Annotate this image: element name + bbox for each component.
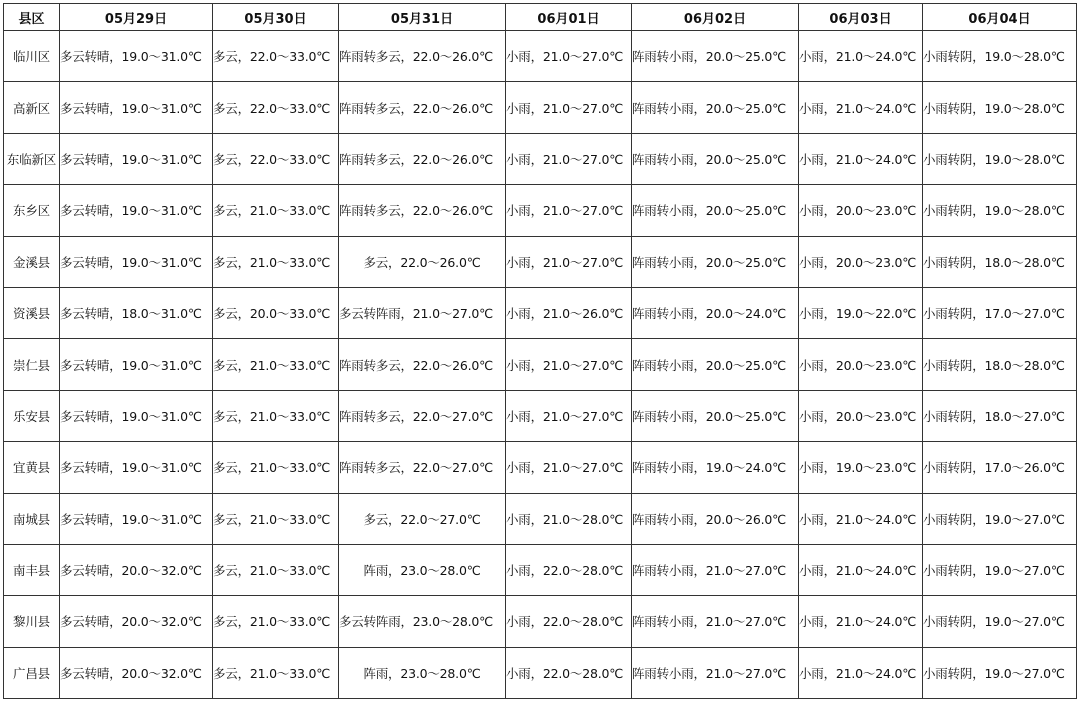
- forecast-cell: 多云，21.0～33.0℃: [213, 647, 339, 698]
- forecast-cell: 小雨，19.0～23.0℃: [799, 442, 923, 493]
- forecast-cell: 小雨，21.0～27.0℃: [506, 185, 632, 236]
- forecast-cell: 多云，21.0～33.0℃: [213, 596, 339, 647]
- forecast-cell: 阵雨转多云，22.0～26.0℃: [339, 185, 506, 236]
- forecast-table: [3, 3, 1077, 699]
- table-row: [4, 236, 1077, 287]
- forecast-cell: 多云转晴，20.0～32.0℃: [60, 544, 213, 595]
- forecast-cell: 阵雨转小雨，21.0～27.0℃: [632, 647, 799, 698]
- forecast-cell: 小雨，21.0～27.0℃: [506, 236, 632, 287]
- forecast-cell: 小雨，21.0～24.0℃: [799, 647, 923, 698]
- forecast-cell: 阵雨转小雨，20.0～25.0℃: [632, 236, 799, 287]
- forecast-cell: 多云转晴，19.0～31.0℃: [60, 339, 213, 390]
- forecast-cell: 小雨，21.0～24.0℃: [799, 544, 923, 595]
- forecast-cell: 阵雨转小雨，20.0～25.0℃: [632, 133, 799, 184]
- forecast-cell: 小雨，21.0～27.0℃: [506, 390, 632, 441]
- forecast-cell: 多云，21.0～33.0℃: [213, 236, 339, 287]
- county-cell: 临川区: [4, 31, 60, 82]
- county-cell: 崇仁县: [4, 339, 60, 390]
- forecast-cell: 小雨，21.0～26.0℃: [506, 287, 632, 338]
- forecast-cell: 小雨转阴，19.0～28.0℃: [923, 185, 1077, 236]
- forecast-cell: 阵雨转多云，22.0～26.0℃: [339, 133, 506, 184]
- date-column-header: 05月30日: [213, 4, 339, 31]
- forecast-cell: 阵雨转小雨，20.0～25.0℃: [632, 185, 799, 236]
- table-row: [4, 390, 1077, 441]
- forecast-cell: 小雨转阴，19.0～28.0℃: [923, 82, 1077, 133]
- forecast-cell: 阵雨转小雨，20.0～24.0℃: [632, 287, 799, 338]
- table-row: [4, 287, 1077, 338]
- forecast-cell: 多云转晴，19.0～31.0℃: [60, 236, 213, 287]
- forecast-cell: 小雨转阴，19.0～27.0℃: [923, 544, 1077, 595]
- table-row: [4, 544, 1077, 595]
- forecast-cell: 多云转晴，19.0～31.0℃: [60, 493, 213, 544]
- forecast-cell: 多云，22.0～27.0℃: [339, 493, 506, 544]
- forecast-cell: 阵雨转多云，22.0～26.0℃: [339, 31, 506, 82]
- forecast-cell: 小雨，21.0～27.0℃: [506, 31, 632, 82]
- forecast-cell: 多云，21.0～33.0℃: [213, 442, 339, 493]
- forecast-cell: 小雨转阴，19.0～27.0℃: [923, 596, 1077, 647]
- forecast-cell: 小雨转阴，18.0～27.0℃: [923, 390, 1077, 441]
- forecast-body: [4, 31, 1077, 699]
- forecast-cell: 多云转晴，19.0～31.0℃: [60, 133, 213, 184]
- county-column-header: 县区: [4, 4, 60, 31]
- table-row: [4, 647, 1077, 698]
- forecast-cell: 小雨转阴，19.0～27.0℃: [923, 647, 1077, 698]
- table-row: [4, 133, 1077, 184]
- county-cell: 东乡区: [4, 185, 60, 236]
- forecast-cell: 小雨转阴，18.0～28.0℃: [923, 339, 1077, 390]
- forecast-cell: 多云转晴，18.0～31.0℃: [60, 287, 213, 338]
- forecast-cell: 小雨转阴，18.0～28.0℃: [923, 236, 1077, 287]
- date-column-header: 06月01日: [506, 4, 632, 31]
- table-row: [4, 31, 1077, 82]
- table-row: [4, 442, 1077, 493]
- forecast-cell: 多云转晴，19.0～31.0℃: [60, 442, 213, 493]
- forecast-cell: 多云转阵雨，23.0～28.0℃: [339, 596, 506, 647]
- forecast-cell: 阵雨转小雨，20.0～25.0℃: [632, 339, 799, 390]
- forecast-cell: 多云，22.0～33.0℃: [213, 133, 339, 184]
- county-cell: 资溪县: [4, 287, 60, 338]
- forecast-cell: 多云转晴，19.0～31.0℃: [60, 185, 213, 236]
- forecast-cell: 小雨，20.0～23.0℃: [799, 339, 923, 390]
- forecast-cell: 多云，21.0～33.0℃: [213, 339, 339, 390]
- county-cell: 乐安县: [4, 390, 60, 441]
- forecast-cell: 小雨转阴，17.0～27.0℃: [923, 287, 1077, 338]
- table-row: [4, 82, 1077, 133]
- forecast-cell: 小雨，19.0～22.0℃: [799, 287, 923, 338]
- forecast-cell: 小雨，21.0～27.0℃: [506, 339, 632, 390]
- forecast-cell: 小雨，21.0～27.0℃: [506, 442, 632, 493]
- forecast-cell: 小雨，22.0～28.0℃: [506, 544, 632, 595]
- table-row: [4, 596, 1077, 647]
- date-column-header: 06月04日: [923, 4, 1077, 31]
- date-column-header: 05月31日: [339, 4, 506, 31]
- forecast-cell: 小雨，21.0～27.0℃: [506, 82, 632, 133]
- date-column-header: 06月02日: [632, 4, 799, 31]
- forecast-cell: 小雨，22.0～28.0℃: [506, 596, 632, 647]
- forecast-cell: 阵雨转多云，22.0～27.0℃: [339, 442, 506, 493]
- forecast-cell: 多云转晴，20.0～32.0℃: [60, 647, 213, 698]
- forecast-cell: 阵雨转小雨，21.0～27.0℃: [632, 544, 799, 595]
- forecast-cell: 阵雨转小雨，20.0～26.0℃: [632, 493, 799, 544]
- forecast-cell: 小雨，21.0～24.0℃: [799, 133, 923, 184]
- forecast-cell: 多云转晴，20.0～32.0℃: [60, 596, 213, 647]
- table-row: [4, 339, 1077, 390]
- forecast-cell: 阵雨转多云，22.0～26.0℃: [339, 339, 506, 390]
- county-cell: 黎川县: [4, 596, 60, 647]
- forecast-cell: 小雨，21.0～28.0℃: [506, 493, 632, 544]
- header-row: [4, 4, 1077, 31]
- county-cell: 广昌县: [4, 647, 60, 698]
- forecast-cell: 小雨，22.0～28.0℃: [506, 647, 632, 698]
- date-column-header: 06月03日: [799, 4, 923, 31]
- county-cell: 南城县: [4, 493, 60, 544]
- forecast-cell: 小雨转阴，19.0～28.0℃: [923, 133, 1077, 184]
- forecast-cell: 多云转晴，19.0～31.0℃: [60, 31, 213, 82]
- forecast-cell: 阵雨转多云，22.0～26.0℃: [339, 82, 506, 133]
- forecast-cell: 阵雨，23.0～28.0℃: [339, 647, 506, 698]
- forecast-cell: 小雨转阴，17.0～26.0℃: [923, 442, 1077, 493]
- forecast-cell: 小雨，21.0～24.0℃: [799, 82, 923, 133]
- forecast-cell: 多云，22.0～33.0℃: [213, 82, 339, 133]
- forecast-cell: 小雨，20.0～23.0℃: [799, 390, 923, 441]
- forecast-cell: 多云，21.0～33.0℃: [213, 493, 339, 544]
- forecast-cell: 小雨转阴，19.0～27.0℃: [923, 493, 1077, 544]
- forecast-cell: 多云，21.0～33.0℃: [213, 544, 339, 595]
- forecast-cell: 小雨，20.0～23.0℃: [799, 236, 923, 287]
- forecast-cell: 多云，20.0～33.0℃: [213, 287, 339, 338]
- forecast-cell: 多云转晴，19.0～31.0℃: [60, 82, 213, 133]
- forecast-cell: 多云，22.0～26.0℃: [339, 236, 506, 287]
- forecast-cell: 多云转晴，19.0～31.0℃: [60, 390, 213, 441]
- forecast-cell: 阵雨转多云，22.0～27.0℃: [339, 390, 506, 441]
- county-cell: 东临新区: [4, 133, 60, 184]
- forecast-cell: 小雨，20.0～23.0℃: [799, 185, 923, 236]
- forecast-cell: 小雨，21.0～24.0℃: [799, 493, 923, 544]
- forecast-cell: 阵雨转小雨，20.0～25.0℃: [632, 82, 799, 133]
- county-cell: 宜黄县: [4, 442, 60, 493]
- forecast-cell: 阵雨转小雨，21.0～27.0℃: [632, 596, 799, 647]
- forecast-cell: 阵雨转小雨，20.0～25.0℃: [632, 31, 799, 82]
- forecast-cell: 阵雨，23.0～28.0℃: [339, 544, 506, 595]
- county-cell: 南丰县: [4, 544, 60, 595]
- forecast-cell: 小雨，21.0～24.0℃: [799, 596, 923, 647]
- forecast-cell: 多云转阵雨，21.0～27.0℃: [339, 287, 506, 338]
- forecast-cell: 多云，21.0～33.0℃: [213, 185, 339, 236]
- forecast-cell: 小雨转阴，19.0～28.0℃: [923, 31, 1077, 82]
- forecast-cell: 阵雨转小雨，20.0～25.0℃: [632, 390, 799, 441]
- forecast-cell: 小雨，21.0～24.0℃: [799, 31, 923, 82]
- forecast-cell: 多云，22.0～33.0℃: [213, 31, 339, 82]
- forecast-cell: 小雨，21.0～27.0℃: [506, 133, 632, 184]
- forecast-cell: 多云，21.0～33.0℃: [213, 390, 339, 441]
- date-column-header: 05月29日: [60, 4, 213, 31]
- table-row: [4, 185, 1077, 236]
- forecast-cell: 阵雨转小雨，19.0～24.0℃: [632, 442, 799, 493]
- county-cell: 高新区: [4, 82, 60, 133]
- county-cell: 金溪县: [4, 236, 60, 287]
- table-row: [4, 493, 1077, 544]
